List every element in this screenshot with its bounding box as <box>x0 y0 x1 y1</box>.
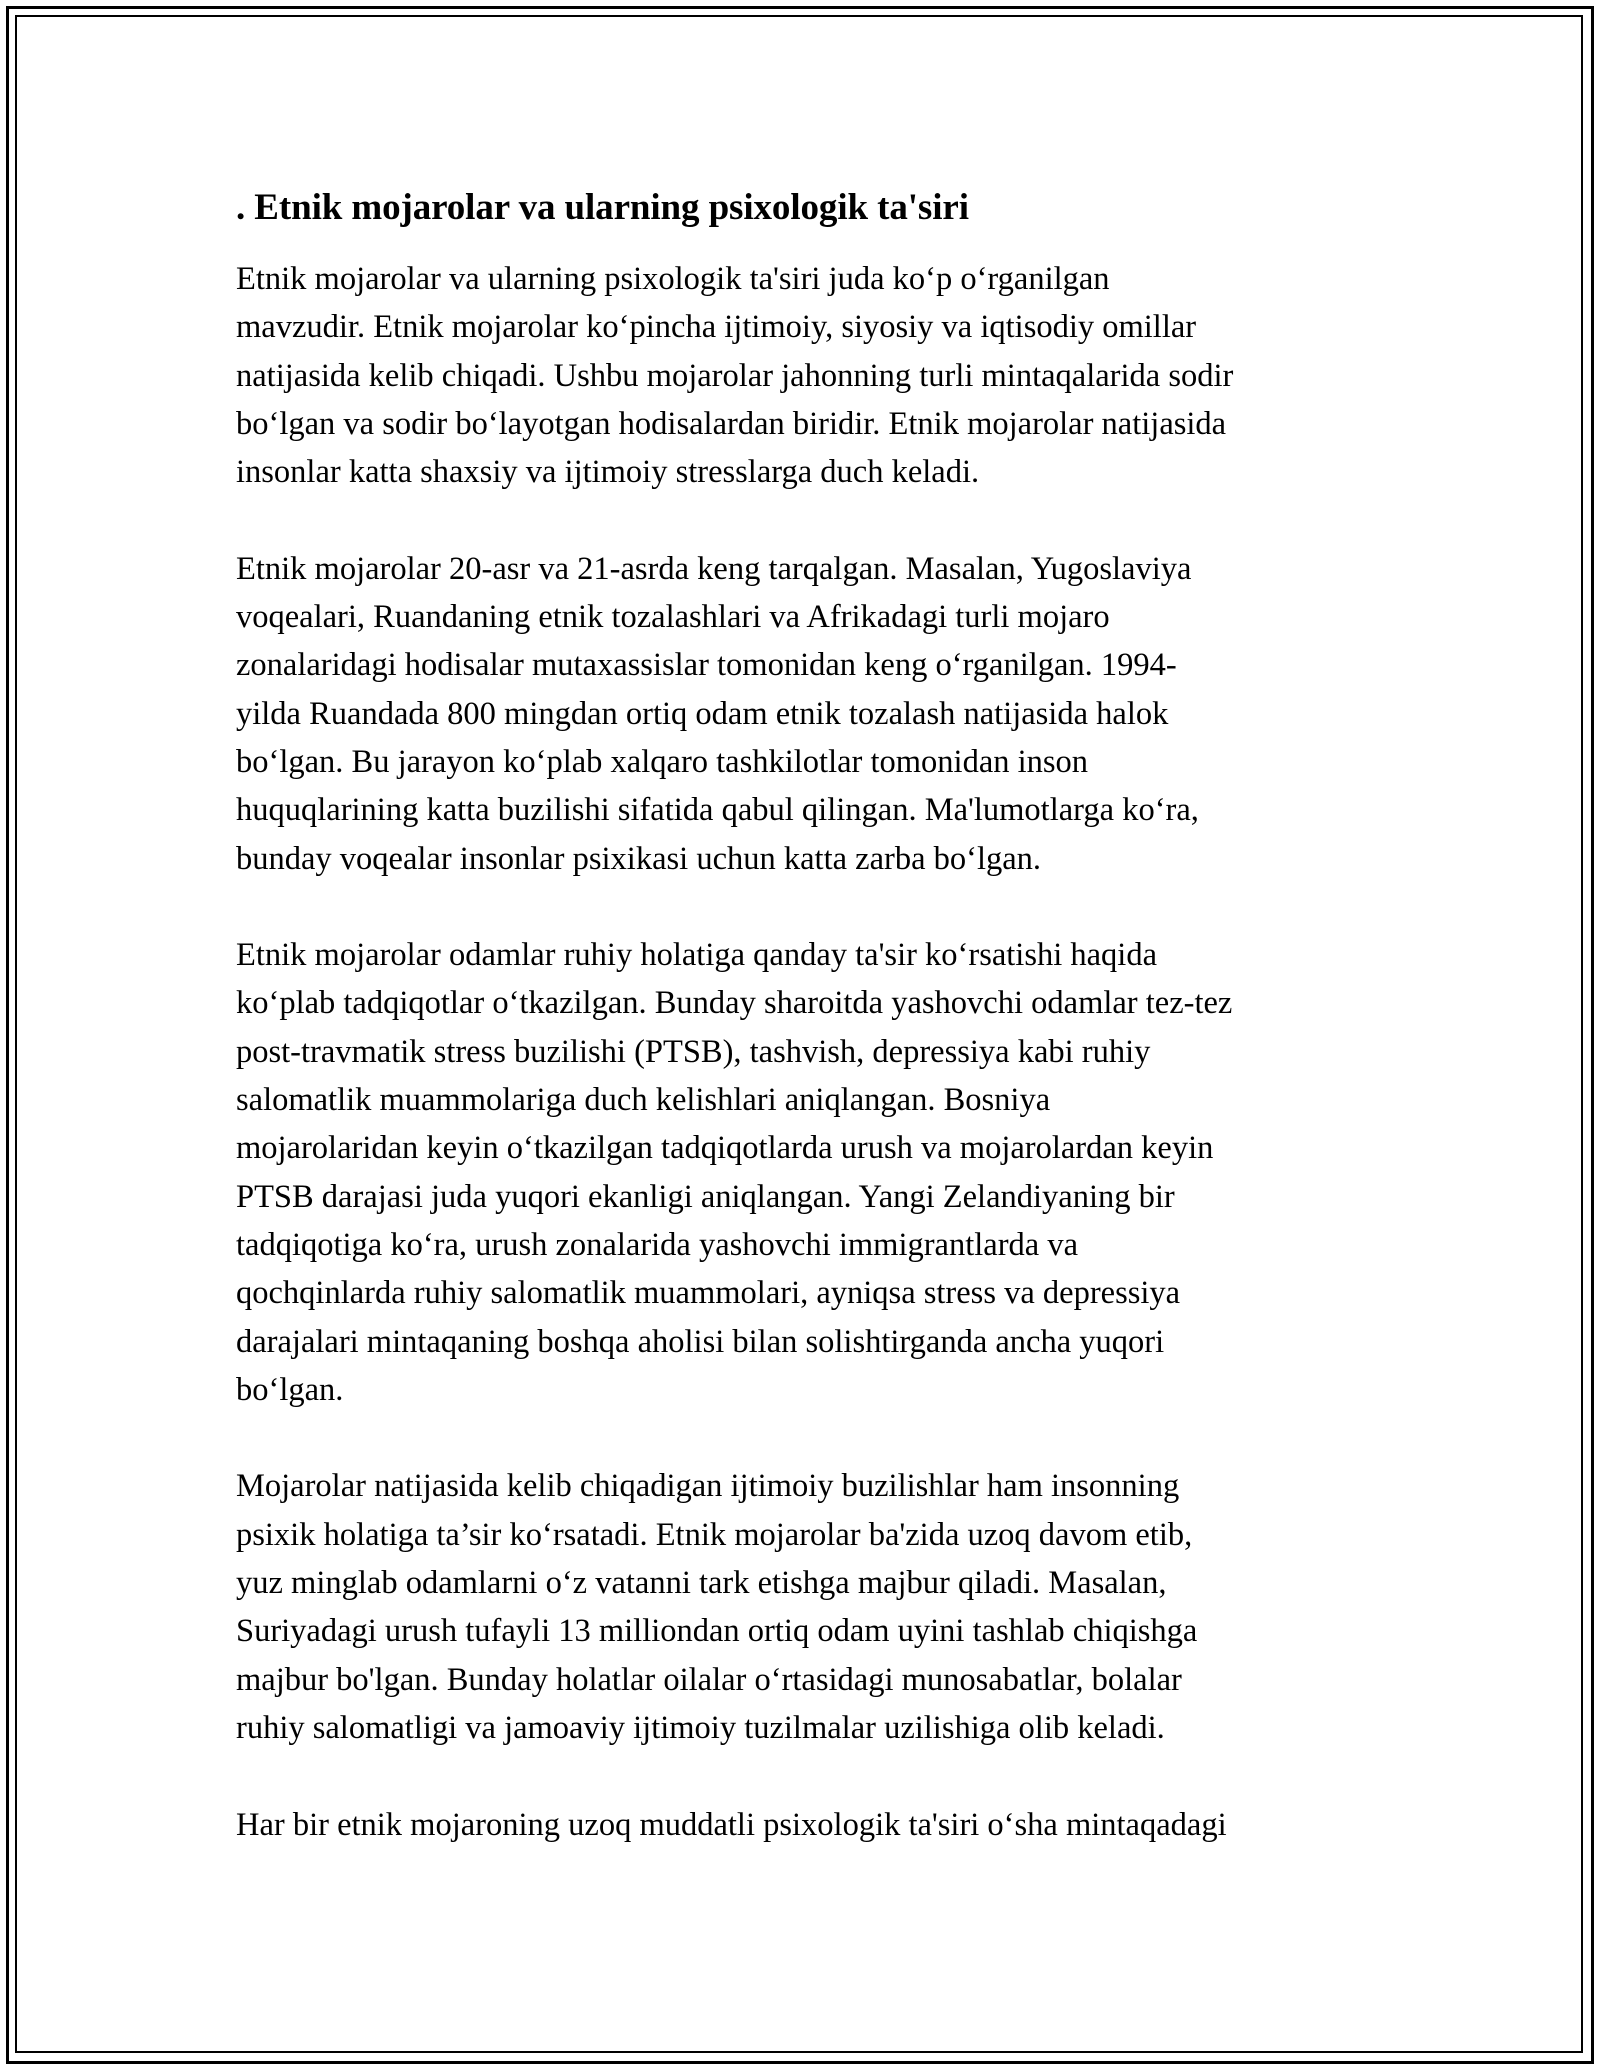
text-line: yuz minglab odamlarni o‘z vatanni tark etishga majbur qiladi. Masalan, <box>236 1565 1167 1602</box>
text-line: Etnik mojarolar 20-asr va 21-asrda keng tarqalgan. Masalan, Yugoslaviya <box>236 550 1192 587</box>
text-line: Suriyadagi urush tufayli 13 milliondan ortiq odam uyini tashlab chiqishga <box>236 1613 1198 1650</box>
text-line: Har bir etnik mojaroning uzoq muddatli psixologik ta'siri o‘sha mintaqadagi <box>236 1806 1227 1843</box>
text-line: bo‘lgan va sodir bo‘layotgan hodisalardan biridir. Etnik mojarolar natijasida <box>236 405 1227 442</box>
paragraph-2 <box>236 545 1366 883</box>
text-line: natijasida kelib chiqadi. Ushbu mojarolar jahonning turli mintaqalarida sodir <box>236 357 1234 394</box>
text-line: psixik holatiga ta’sir ko‘rsatadi. Etnik mojarolar ba'zida uzoq davom etib, <box>236 1516 1193 1553</box>
text-line: Etnik mojarolar va ularning psixologik ta'siri juda ko‘p o‘rganilgan <box>236 261 1110 297</box>
text-line: huquqlarining katta buzilishi sifatida qabul qilingan. Ma'lumotlarga ko‘ra, <box>236 792 1199 829</box>
text-line: bunday voqealar insonlar psixikasi uchun katta zarba bo‘lgan. <box>236 840 1042 877</box>
paragraph-5 <box>236 1801 1366 1849</box>
text-line: bo‘lgan. <box>236 1371 344 1408</box>
text-line: ko‘plab tadqiqotlar o‘tkazilgan. Bunday sharoitda yashovchi odamlar tez-tez <box>236 985 1233 1022</box>
document-page <box>236 185 1366 1897</box>
text-line: post-travmatik stress buzilishi (PTSB), tashvish, depressiya kabi ruhiy <box>236 1033 1151 1070</box>
text-line: salomatlik muammolariga duch kelishlari aniqlangan. Bosniya <box>236 1082 1051 1119</box>
text-line: Etnik mojarolar odamlar ruhiy holatiga qanday ta'sir ko‘rsatishi haqida <box>236 937 1158 974</box>
paragraph-1 <box>236 255 1366 496</box>
text-line: darajalari mintaqaning boshqa aholisi bilan solishtirganda ancha yuqori <box>236 1323 1165 1360</box>
text-line: insonlar katta shaxsiy va ijtimoiy stresslarga duch keladi. <box>236 454 980 491</box>
text-line: PTSB darajasi juda yuqori ekanligi aniqlangan. Yangi Zelandiyaning bir <box>236 1178 1175 1215</box>
text-line: yilda Ruandada 800 mingdan ortiq odam etnik tozalash natijasida halok <box>236 695 1169 732</box>
text-line: qochqinlarda ruhiy salomatlik muammolari, ayniqsa stress va depressiya <box>236 1275 1181 1312</box>
section-heading: . Etnik mojarolar va ularning psixologik ta'siri <box>236 187 969 228</box>
text-line: voqealari, Ruandaning etnik tozalashlari va Afrikadagi turli mojaro <box>236 599 1110 636</box>
paragraph-4 <box>236 1462 1366 1752</box>
text-line: ruhiy salomatligi va jamoaviy ijtimoiy tuzilmalar uzilishiga olib keladi. <box>236 1709 1165 1746</box>
text-line: Mojarolar natijasida kelib chiqadigan ijtimoiy buzilishlar ham insonning <box>236 1468 1180 1505</box>
text-line: zonalaridagi hodisalar mutaxassislar tomonidan keng o‘rganilgan. 1994- <box>236 647 1177 684</box>
text-line: tadqiqotiga ko‘ra, urush zonalarida yashovchi immigrantlarda va <box>236 1226 1079 1263</box>
text-line: majbur bo'lgan. Bunday holatlar oilalar o‘rtasidagi munosabatlar, bolalar <box>236 1661 1182 1698</box>
text-line: mavzudir. Etnik mojarolar ko‘pincha ijtimoiy, siyosiy va iqtisodiy omillar <box>236 309 1197 346</box>
text-line: bo‘lgan. Bu jarayon ko‘plab xalqaro tashkilotlar tomonidan inson <box>236 743 1089 780</box>
paragraph-3 <box>236 931 1366 1414</box>
text-line: mojarolaridan keyin o‘tkazilgan tadqiqotlarda urush va mojarolardan keyin <box>236 1130 1214 1167</box>
